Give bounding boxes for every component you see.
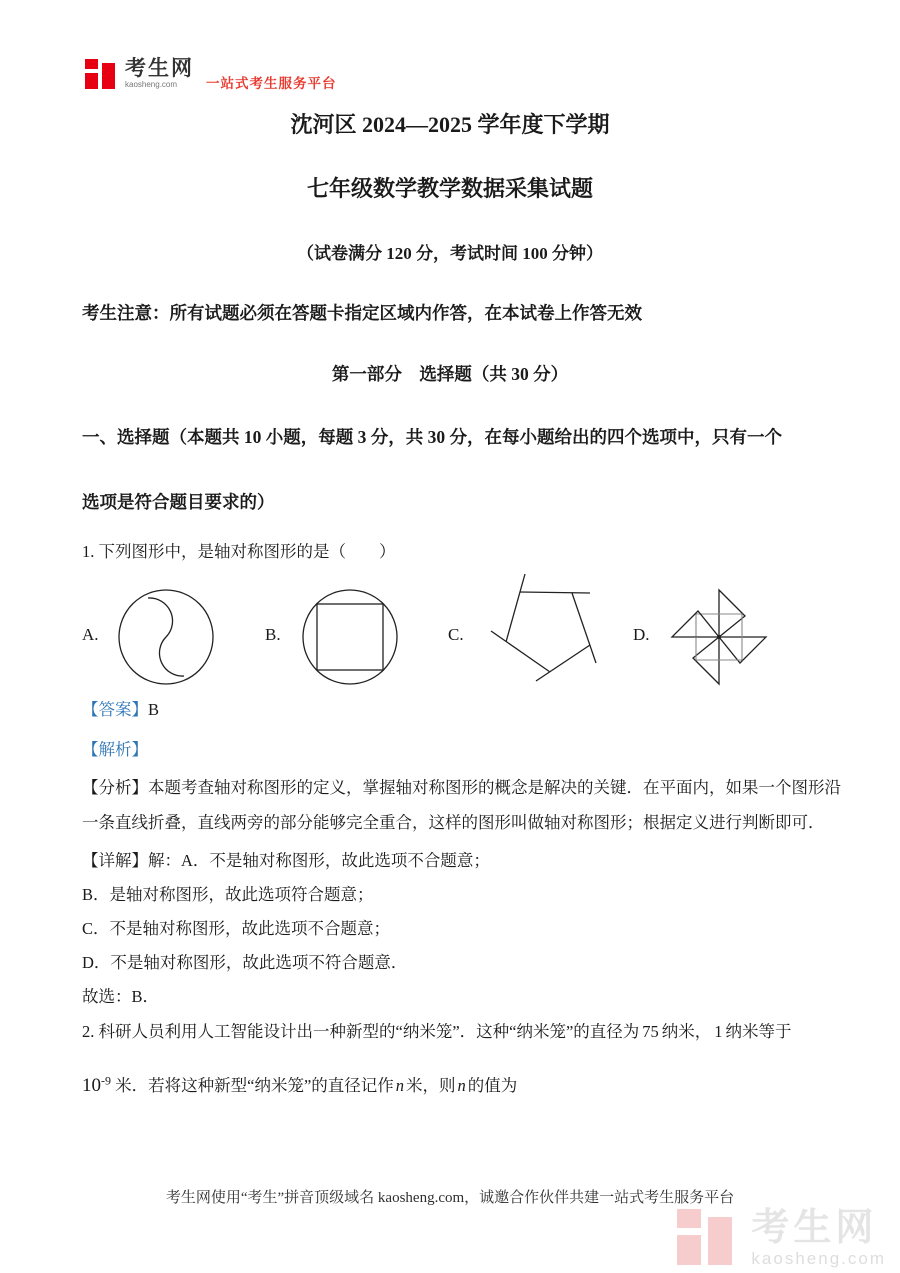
logo-block <box>85 59 98 69</box>
candidate-notice: 考生注意：所有试题必须在答题卡指定区域内作答，在本试卷上作答无效 <box>82 303 642 323</box>
answer-line <box>82 698 159 722</box>
xiangjie-line3: C．不是轴对称图形，故此选项不合题意； <box>82 919 391 938</box>
q2-num-75: 75 <box>642 1022 659 1041</box>
q2-seg3: 纳米等于 <box>725 1022 792 1041</box>
q2-var-n: n <box>395 1076 405 1095</box>
square-in-circle-figure <box>300 587 400 687</box>
watermark-block <box>677 1209 701 1228</box>
exam-title-line1: 沈河区 2024—2025 学年度下学期 <box>290 112 610 137</box>
xiangjie-label: 【详解】 <box>82 851 148 870</box>
answer-value: B <box>148 700 160 719</box>
logo-block <box>102 63 115 89</box>
kaosheng-watermark <box>677 1207 886 1269</box>
xiangjie-line2: B．是轴对称图形，故此选项符合题意； <box>82 885 374 904</box>
brand-tagline: 一站式考生服务平台 <box>206 76 337 91</box>
fenxi-text1: 本题考查轴对称图形的定义，掌握轴对称图形的概念是解决的关键．在平面内，如果一个图形沿 <box>148 778 841 797</box>
question-2-line1 <box>82 1020 792 1044</box>
q2-seg6: 的值为 <box>467 1076 518 1095</box>
q2-seg5: 米，则 <box>406 1076 456 1095</box>
xiangjie-text1: 解：A．不是轴对称图形，故此选项不合题意； <box>148 851 490 870</box>
fenxi-label: 【分析】 <box>82 778 148 797</box>
kaosheng-logo <box>85 58 337 92</box>
watermark-logo-icon <box>677 1207 741 1269</box>
q2-power-base: 10 <box>82 1075 101 1096</box>
answer-label: 【答案】 <box>82 700 148 719</box>
footer-text: 考生网使用“考生”拼音顶级域名 kaosheng.com，诚邀合作伙伴共建一站式考生服务平台 <box>165 1190 735 1206</box>
pinwheel-figure <box>654 575 784 700</box>
question-1-text: 1. 下列图形中，是轴对称图形的是（ ） <box>82 542 396 561</box>
q2-seg2: 纳米， <box>661 1022 712 1041</box>
part1-heading: 第一部分 选择题（共 30 分） <box>331 364 569 384</box>
conclusion-line: 故选：B． <box>82 987 160 1006</box>
question-1-options-row <box>0 565 900 705</box>
xiangjie-line4: D．不是轴对称图形，故此选项不符合题意． <box>82 953 408 972</box>
watermark-block <box>677 1235 701 1265</box>
option-c-label: C. <box>448 625 464 644</box>
q2-seg1: 2. 科研人员利用人工智能设计出一种新型的“纳米笼”．这种“纳米笼”的直径为 <box>82 1022 640 1041</box>
option-d-label: D. <box>633 625 650 644</box>
q2-num-1: 1 <box>714 1022 723 1041</box>
jiexi-label: 【解析】 <box>82 740 148 759</box>
brand-name: 考生网 <box>125 57 194 80</box>
section1-intro-line2: 选项是符合题目要求的） <box>82 492 275 512</box>
option-b-label: B. <box>265 625 281 644</box>
xiangjie-line1 <box>82 849 490 873</box>
watermark-block <box>708 1217 732 1265</box>
watermark-brand-domain: kaosheng.com <box>751 1249 886 1268</box>
logo-block <box>85 73 98 89</box>
q2-seg4: 米．若将这种新型“纳米笼”的直径记作 <box>115 1076 394 1095</box>
kaosheng-logo-icon <box>85 58 119 92</box>
section1-intro-line1: 一、选择题（本题共 10 小题，每题 3 分，共 30 分，在每小题给出的四个选项中，只有一个 <box>82 427 782 447</box>
option-a-label: A. <box>82 625 99 644</box>
q2-power-exponent: -9 <box>101 1073 111 1088</box>
brand-domain: kaosheng.com <box>125 80 178 89</box>
question-2-line2 <box>82 1072 517 1100</box>
fenxi-line1 <box>82 776 841 800</box>
exam-subtitle: （试卷满分 120 分，考试时间 100 分钟） <box>297 244 603 263</box>
exam-title-line2: 七年级数学教学数据采集试题 <box>306 176 593 201</box>
taiji-figure <box>116 587 216 687</box>
jiexi-line <box>82 738 148 762</box>
pentagon-figure <box>460 565 605 693</box>
fenxi-line2: 一条直线折叠，直线两旁的部分能够完全重合，这样的图形叫做轴对称图形；根据定义进行判断即可． <box>82 813 825 832</box>
q2-var-n: n <box>457 1076 466 1095</box>
watermark-brand-name: 考生网 <box>751 1207 878 1249</box>
